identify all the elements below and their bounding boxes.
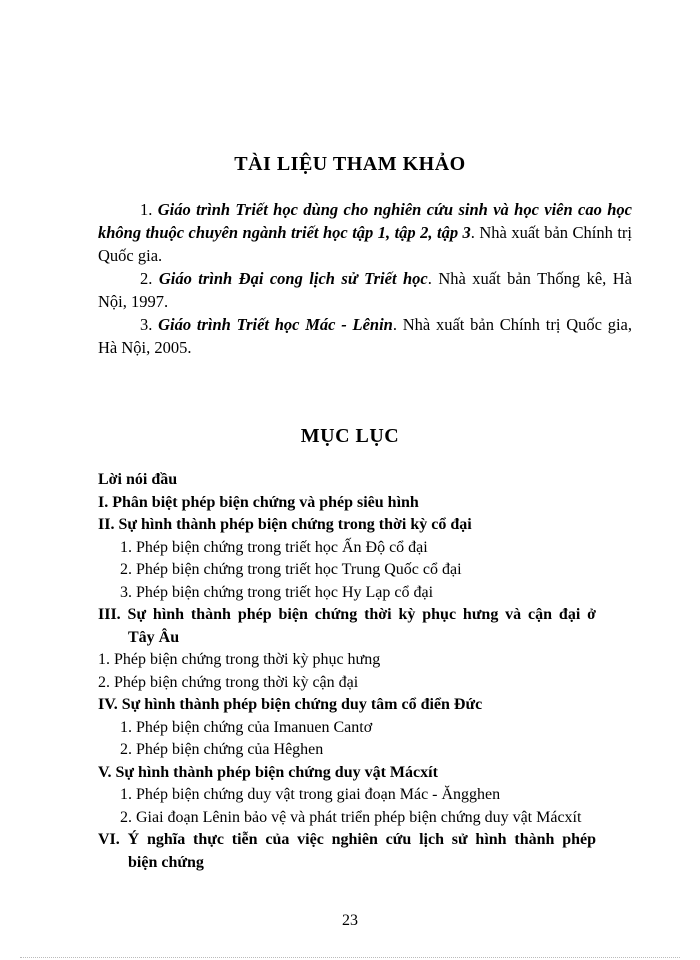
toc-subentry: 1. Phép biện chứng của Imanuen Cantơ — [120, 718, 373, 736]
references-title: TÀI LIỆU THAM KHẢO — [234, 153, 466, 175]
reference-item: 1. Giáo trình Triết học dùng cho nghiên cứu sinh và học viên cao học không thuộc chuyên ngành triết học tập 1, tập 2, tập 3. Nhà xuất bản Chính trị Quốc gia. — [98, 200, 632, 265]
reference-item: 3. Giáo trình Triết học Mác - Lênin. Nhà xuất bản Chính trị Quốc gia, Hà Nội, 2005. — [98, 315, 633, 357]
toc-entry: VI. Ý nghĩa thực tiễn của việc nghiên cứu lịch sử hình thành phép — [98, 831, 596, 848]
toc-entry: III. Sự hình thành phép biện chứng thời kỳ phục hưng và cận đại ở — [98, 606, 596, 623]
reference-item: 2. Giáo trình Đại cong lịch sử Triết học. Nhà xuất bản Thống kê, Hà Nội, 1997. — [98, 269, 632, 311]
toc-subentry: 1. Phép biện chứng trong triết học Ấn Độ cổ đại — [120, 538, 428, 556]
toc-title: MỤC LỤC — [300, 425, 400, 447]
toc-entry: V. Sự hình thành phép biện chứng duy vật Mácxít — [98, 763, 438, 781]
reference-book-title: Giáo trình Triết học dùng cho nghiên cứu sinh và học viên cao học không thuộc chuyên ngành triết học tập 1, tập 2, tập 3 — [98, 200, 632, 242]
toc-entry: II. Sự hình thành phép biện chứng trong thời kỳ cổ đại — [98, 516, 472, 533]
page-number: 23 — [342, 912, 358, 929]
toc-subentry: 2. Phép biện chứng của Hêghen — [120, 741, 324, 758]
toc-entry: I. Phân biệt phép biện chứng và phép siêu hình — [98, 493, 419, 511]
toc-subentry: 1. Phép biện chứng duy vật trong giai đoạn Mác - Ăngghen — [120, 786, 501, 803]
reference-list — [98, 198, 632, 359]
toc-entry: Lời nói đầu — [98, 471, 178, 488]
page-bottom-divider — [20, 957, 680, 958]
toc-subentry: 2. Giai đoạn Lênin bảo vệ và phát triển phép biện chứng duy vật Mácxít — [120, 808, 582, 826]
toc-entry-continuation: Tây Âu — [128, 628, 180, 646]
toc-entry-continuation: biện chứng — [128, 853, 204, 871]
toc-entry: IV. Sự hình thành phép biện chứng duy tâm cổ điển Đức — [98, 696, 483, 713]
reference-book-title: Giáo trình Đại cong lịch sử Triết học — [158, 269, 428, 288]
reference-book-title: Giáo trình Triết học Mác - Lênin — [158, 315, 393, 334]
table-of-contents — [98, 469, 618, 874]
toc-subentry: 2. Phép biện chứng trong triết học Trung Quốc cổ đại — [120, 561, 462, 578]
toc-subentry: 1. Phép biện chứng trong thời kỳ phục hưng — [98, 651, 381, 668]
toc-subentry: 3. Phép biện chứng trong triết học Hy Lạp cổ đại — [120, 583, 434, 601]
toc-subentry: 2. Phép biện chứng trong thời kỳ cận đại — [98, 673, 359, 691]
